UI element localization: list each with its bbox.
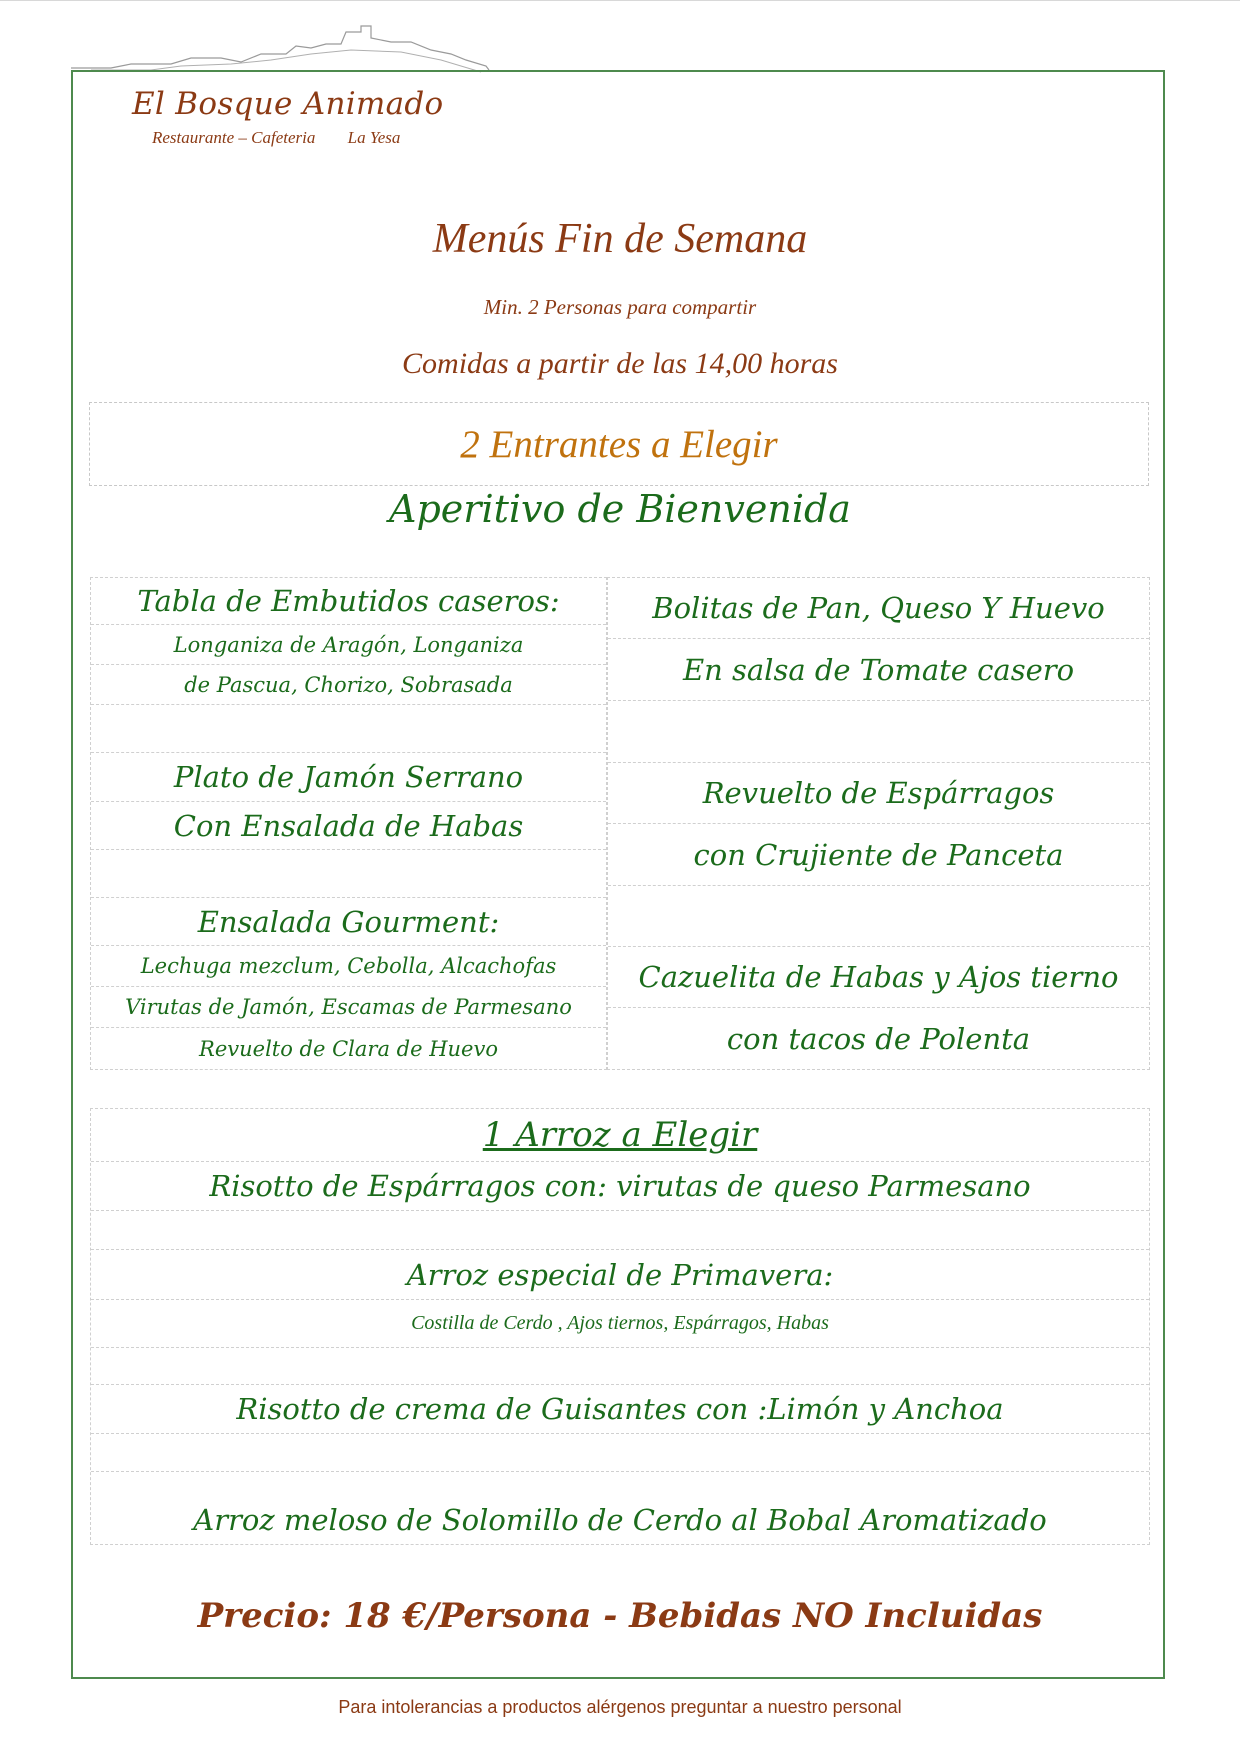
entrantes-right-column	[607, 577, 1150, 1070]
min-persons-note: Min. 2 Personas para compartir	[483, 295, 757, 319]
price-line: Precio: 18 €/Persona - Bebidas NO Incluidas	[197, 1596, 1043, 1636]
brand-subtitle-right: La Yesa	[347, 128, 401, 147]
menu-item: En salsa de Tomate casero	[608, 639, 1149, 701]
menu-item: Tabla de Embutidos caseros:	[91, 578, 606, 625]
menu-item: Con Ensalada de Habas	[91, 802, 606, 850]
spacer-row	[91, 705, 606, 753]
menu-item: Ensalada Gourment:	[91, 898, 606, 946]
menu-item: Bolitas de Pan, Queso Y Huevo	[608, 578, 1149, 639]
menu-item-detail: Virutas de Jamón, Escamas de Parmesano	[91, 987, 606, 1028]
meal-time-note: Comidas a partir de las 14,00 horas	[402, 347, 838, 380]
brand-name: El Bosque Animado	[132, 86, 444, 122]
menu-item-detail: Revuelto de Clara de Huevo	[199, 1037, 498, 1061]
menu-item: Revuelto de Espárragos	[608, 763, 1149, 824]
spacer-row	[91, 1348, 1149, 1385]
menu-item: Plato de Jamón Serrano	[91, 753, 606, 802]
menu-item: Risotto de Espárragos con: virutas de queso Parmesano	[91, 1162, 1149, 1211]
menu-item-detail: Costilla de Cerdo , Ajos tiernos, Espárragos, Habas	[91, 1300, 1149, 1348]
spacer-row	[91, 1211, 1149, 1250]
arroz-heading: 1 Arroz a Elegir	[91, 1109, 1149, 1162]
brand-subtitle-left: Restaurante – Cafeteria	[152, 128, 316, 147]
menu-item-detail: Lechuga mezclum, Cebolla, Alcachofas	[91, 946, 606, 987]
menu-item-detail: Longaniza de Aragón, Longaniza	[91, 625, 606, 665]
brand-block	[132, 86, 452, 148]
allergen-footer: Para intolerancias a productos alérgenos preguntar a nuestro personal	[338, 1697, 902, 1717]
spacer-row	[608, 701, 1149, 763]
menu-item: con Crujiente de Panceta	[608, 824, 1149, 886]
menu-item: Cazuelita de Habas y Ajos tierno	[608, 947, 1149, 1008]
menu-item: Arroz especial de Primavera:	[91, 1250, 1149, 1300]
menu-item: Arroz meloso de Solomillo de Cerdo al Bobal Aromatizado	[193, 1503, 1047, 1537]
menu-item-detail: de Pascua, Chorizo, Sobrasada	[91, 665, 606, 705]
entrantes-heading: 2 Entrantes a Elegir	[460, 422, 778, 466]
spacer-row	[91, 1434, 1149, 1472]
menu-item: con tacos de Polenta	[726, 1022, 1031, 1056]
aperitivo-heading: Aperitivo de Bienvenida	[389, 487, 851, 531]
entrantes-heading-box	[89, 402, 1149, 486]
arroz-section	[90, 1108, 1150, 1545]
top-rule	[0, 0, 1240, 1]
entrantes-left-column	[90, 577, 607, 1070]
page-title: Menús Fin de Semana	[432, 216, 808, 262]
brand-subtitle	[152, 128, 452, 148]
spacer-row	[91, 850, 606, 898]
menu-item: Risotto de crema de Guisantes con :Limón y Anchoa	[91, 1385, 1149, 1434]
spacer-row	[608, 886, 1149, 947]
